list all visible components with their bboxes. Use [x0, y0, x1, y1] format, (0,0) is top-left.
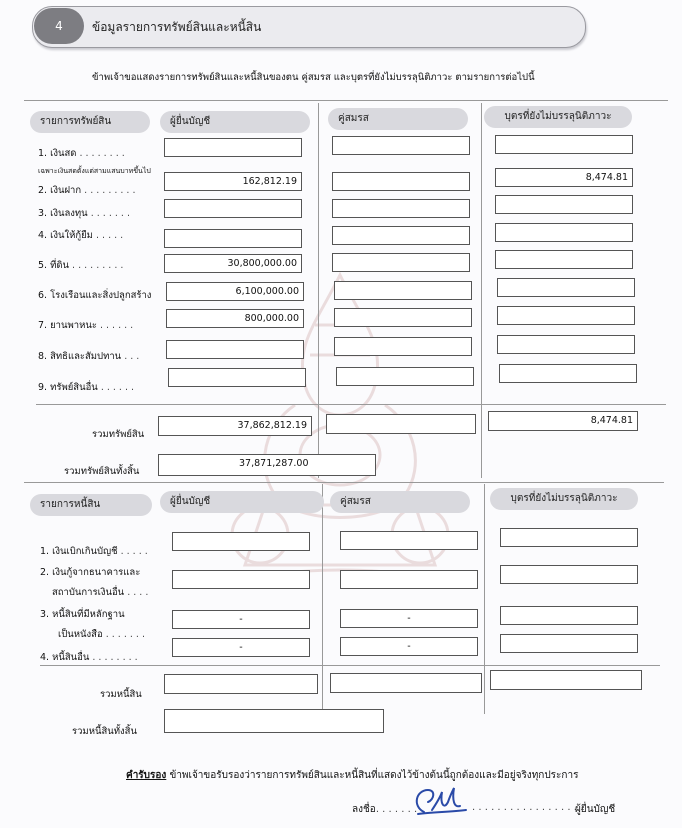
assets-col-children: บุตรที่ยังไม่บรรลุนิติภาวะ: [484, 106, 632, 128]
liability-row-label: 2. เงินกู้จากธนาคารและ: [40, 567, 141, 578]
asset-row-note: เฉพาะเงินสดตั้งแต่สามแสนบาทขึ้นไป: [38, 167, 151, 175]
asset-deposit-children: 8,474.81: [495, 168, 633, 187]
signature-dots: . . . . . . . . . . . . . . . . . .: [472, 802, 584, 813]
assets-top-rule: [24, 100, 668, 101]
asset-row-label: 4. เงินให้กู้ยืม . . . . .: [38, 230, 124, 241]
liabilities-top-rule: [24, 482, 664, 483]
liabilities-divider-2: [484, 484, 485, 714]
assets-divider-1: [318, 103, 319, 478]
liability-row-label-line2: สถาบันการเงินอื่น . . . .: [52, 587, 149, 598]
asset-cash-filer: [164, 138, 302, 157]
asset-rights-filer: [166, 340, 304, 359]
liability-row-label: 3. หนี้สินที่มีหลักฐาน: [40, 609, 125, 620]
liability-other-filer: -: [172, 638, 310, 657]
asset-loan-children: [495, 223, 633, 242]
asset-building-filer: 6,100,000.00: [166, 282, 304, 301]
liability-overdraft-children: [500, 528, 638, 547]
liabilities-header: รายการหนี้สิน: [30, 494, 152, 516]
liability-bank-filer: [172, 570, 310, 589]
liabilities-subtotal-rule: [40, 665, 660, 666]
liability-overdraft-filer: [172, 532, 310, 551]
asset-vehicle-spouse: [334, 308, 472, 327]
asset-row-label: 2. เงินฝาก . . . . . . . . .: [38, 185, 136, 196]
liability-document-filer: -: [172, 610, 310, 629]
sign-label: ลงชื่อ: [352, 804, 376, 815]
liabilities-grand-label: รวมหนี้สินทั้งสิ้น: [72, 726, 137, 737]
assets-total-filer: 37,862,812.19: [158, 416, 312, 436]
assets-total-label: รวมทรัพย์สิน: [92, 429, 145, 440]
asset-row-label: 1. เงินสด . . . . . . . .: [38, 148, 125, 159]
asset-building-children: [497, 278, 635, 297]
liabilities-total-label: รวมหนี้สิน: [100, 689, 142, 700]
handwritten-signature: [410, 782, 470, 822]
assets-total-children: 8,474.81: [488, 411, 638, 431]
liability-overdraft-spouse: [340, 531, 478, 550]
assets-col-spouse: คู่สมรส: [328, 108, 468, 130]
asset-loan-filer: [164, 229, 302, 248]
liabilities-total-spouse: [330, 673, 482, 693]
asset-land-spouse: [332, 253, 470, 272]
asset-rights-spouse: [334, 337, 472, 356]
liabilities-col-filer: ผู้ยื่นบัญชี: [160, 491, 324, 513]
intro-text: ข้าพเจ้าขอแสดงรายการทรัพย์สินและหนี้สินของตน คู่สมรส และบุตรที่ยังไม่บรรลุนิติภาวะ ตามรายการต่อไปนี้: [92, 72, 535, 83]
section-title: ข้อมูลรายการทรัพย์สินและหนี้สิน: [92, 20, 262, 34]
certification-text: ข้าพเจ้าขอรับรองว่ารายการทรัพย์สินและหนี้สินที่แสดงไว้ข้างต้นนี้ถูกต้องและมีอยู่จริงทุกประการ: [169, 770, 579, 781]
liability-row-label: 4. หนี้สินอื่น . . . . . . . .: [40, 652, 138, 663]
asset-building-spouse: [334, 281, 472, 300]
asset-row-label: 9. ทรัพย์สินอื่น . . . . . .: [38, 382, 135, 393]
liabilities-total-children: [490, 670, 642, 690]
signer-role: ผู้ยื่นบัญชี: [575, 804, 616, 815]
liabilities-col-children: บุตรที่ยังไม่บรรลุนิติภาวะ: [490, 488, 638, 510]
asset-other-spouse: [336, 367, 474, 386]
asset-vehicle-filer: 800,000.00: [166, 309, 304, 328]
liabilities-divider-1: [322, 484, 323, 714]
assets-subtotal-rule: [36, 404, 666, 405]
asset-loan-spouse: [332, 226, 470, 245]
section-number: 4: [34, 8, 84, 44]
signature-line: ลงชื่อ. . . . . . .: [352, 804, 418, 815]
assets-total-spouse: [326, 414, 476, 434]
assets-grand-label: รวมทรัพย์สินทั้งสิ้น: [64, 466, 140, 477]
asset-cash-spouse: [332, 136, 470, 155]
liabilities-total-filer: [164, 674, 318, 694]
certification: [126, 768, 578, 783]
asset-row-label: 3. เงินลงทุน . . . . . . .: [38, 208, 130, 219]
asset-land-filer: 30,800,000.00: [164, 254, 302, 273]
asset-investment-filer: [164, 199, 302, 218]
certification-title: คำรับรอง: [126, 770, 167, 781]
asset-deposit-filer: 162,812.19: [164, 172, 302, 191]
assets-col-filer: ผู้ยื่นบัญชี: [160, 111, 310, 133]
assets-header: รายการทรัพย์สิน: [30, 111, 150, 133]
asset-investment-spouse: [332, 199, 470, 218]
asset-rights-children: [497, 335, 635, 354]
assets-grand-value: 37,871,287.00: [158, 454, 376, 476]
liability-bank-spouse: [340, 570, 478, 589]
asset-row-label: 5. ที่ดิน . . . . . . . . .: [38, 260, 124, 271]
asset-row-label: 6. โรงเรือนและสิ่งปลูกสร้าง: [38, 290, 152, 301]
liabilities-grand-value: [164, 709, 384, 733]
asset-vehicle-children: [497, 306, 635, 325]
asset-deposit-spouse: [332, 172, 470, 191]
asset-cash-children: [495, 135, 633, 154]
liability-bank-children: [500, 565, 638, 584]
assets-divider-2: [481, 103, 482, 478]
asset-row-label: 8. สิทธิและสัมปทาน . . .: [38, 351, 140, 362]
asset-investment-children: [495, 195, 633, 214]
asset-other-filer: [168, 368, 306, 387]
liability-other-spouse: -: [340, 637, 478, 656]
liability-row-label: 1. เงินเบิกเกินบัญชี . . . . .: [40, 546, 148, 557]
asset-other-children: [499, 364, 637, 383]
liability-row-label-line2: เป็นหนังสือ . . . . . . .: [58, 629, 145, 640]
liability-document-children: [500, 606, 638, 625]
asset-row-label: 7. ยานพาหนะ . . . . . .: [38, 320, 134, 331]
liability-other-children: [500, 634, 638, 653]
liabilities-col-spouse: คู่สมรส: [330, 491, 470, 513]
liability-document-spouse: -: [340, 609, 478, 628]
asset-land-children: [495, 250, 633, 269]
